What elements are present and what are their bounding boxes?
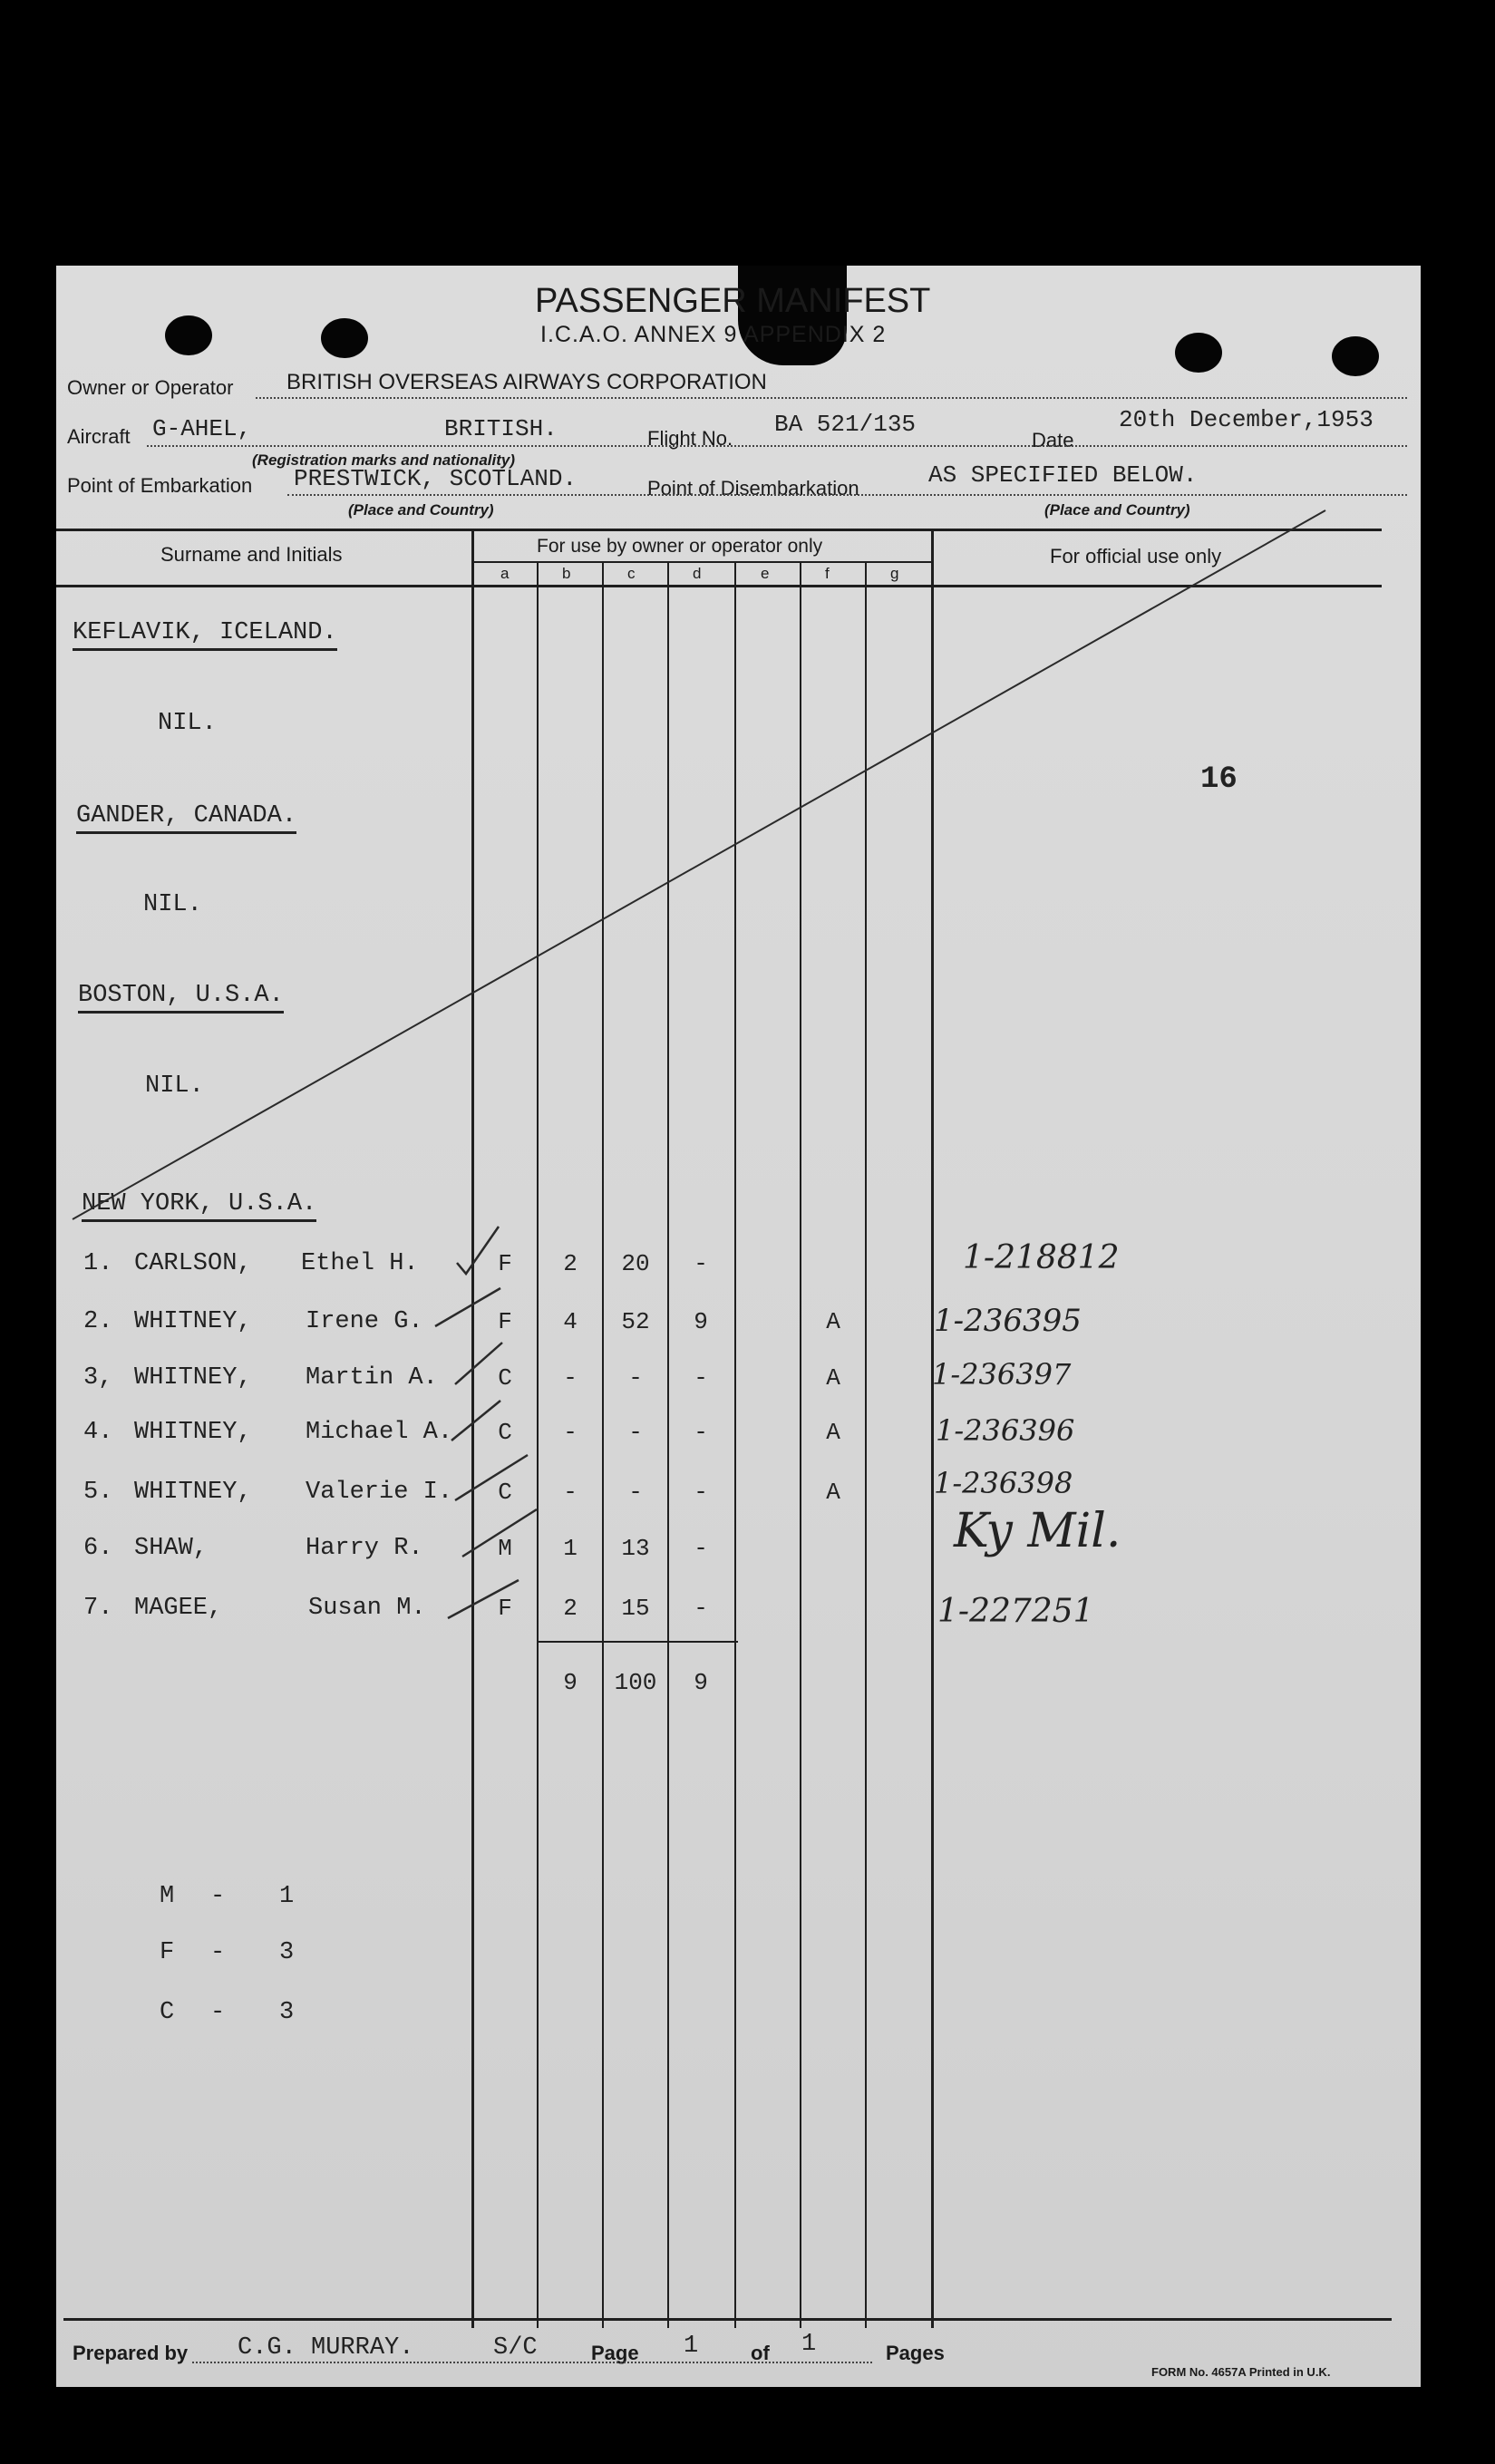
passenger-surname: MAGEE,	[134, 1595, 223, 1622]
cell-d: -	[694, 1535, 708, 1562]
col-f-label: f	[825, 565, 830, 582]
check-mark	[457, 1227, 499, 1274]
disembark-value: AS SPECIFIED BELOW.	[928, 461, 1198, 489]
summary-dash: -	[210, 1939, 226, 1966]
cell-b: -	[563, 1479, 578, 1506]
official-handwritten: 1-218812	[963, 1239, 1120, 1276]
passenger-surname: WHITNEY,	[134, 1364, 252, 1392]
check-mark	[451, 1401, 500, 1441]
registration-note: (Registration marks and nationality)	[252, 451, 515, 469]
operator-use-header: For use by owner or operator only	[537, 536, 823, 557]
summary-count: 1	[279, 1883, 295, 1910]
total-c: 100	[614, 1669, 657, 1696]
prepared-value: C.G. MURRAY.	[238, 2334, 414, 2362]
section-place: KEFLAVIK, ICELAND.	[73, 619, 337, 646]
cell-c: -	[628, 1419, 643, 1446]
cell-d: -	[694, 1250, 708, 1277]
summary-dash: -	[210, 1883, 226, 1910]
col-b-label: b	[562, 565, 571, 582]
passenger-initials: Irene G.	[306, 1308, 423, 1335]
passenger-surname: WHITNEY,	[134, 1419, 252, 1446]
form-number: FORM No. 4657A Printed in U.K.	[1151, 2365, 1331, 2379]
prepared-rank: S/C	[493, 2334, 538, 2362]
of-value: 1	[801, 2331, 817, 2358]
passenger-initials: Ethel H.	[301, 1250, 419, 1277]
embark-label: Point of Embarkation	[67, 474, 253, 497]
section-note: NIL.	[143, 891, 202, 918]
passenger-surname: SHAW,	[134, 1535, 209, 1562]
footer-rule	[63, 2318, 1392, 2321]
section-note: NIL.	[145, 1072, 204, 1100]
cell-b: 4	[563, 1308, 578, 1335]
surname-header: Surname and Initials	[160, 543, 343, 566]
cell-a: F	[498, 1250, 512, 1277]
nationality-value: BRITISH.	[444, 415, 558, 442]
cell-c: 20	[621, 1250, 650, 1277]
cancel-line	[73, 510, 1325, 1219]
cell-b: 2	[563, 1595, 578, 1622]
cell-b: -	[563, 1364, 578, 1392]
summary-code: C	[160, 1999, 175, 2026]
cell-d: -	[694, 1419, 708, 1446]
summary-code: M	[160, 1883, 175, 1910]
passenger-initials: Harry R.	[306, 1535, 423, 1562]
cell-d: -	[694, 1595, 708, 1622]
summary-dash: -	[210, 1999, 226, 2026]
of-label: of	[751, 2342, 770, 2364]
passenger-surname: WHITNEY,	[134, 1308, 252, 1335]
aircraft-label: Aircraft	[67, 425, 131, 448]
cell-f: A	[826, 1308, 840, 1335]
prepared-label: Prepared by	[73, 2342, 189, 2364]
cell-d: -	[694, 1479, 708, 1506]
manifest-sheet	[56, 266, 1421, 2387]
cell-a: F	[498, 1595, 512, 1622]
section-place: BOSTON, U.S.A.	[78, 982, 284, 1009]
check-marks	[56, 266, 1421, 2387]
summary-count: 3	[279, 1999, 295, 2026]
cell-f: A	[826, 1419, 840, 1446]
official-handwritten: 1-236397	[932, 1357, 1072, 1392]
passenger-surname: WHITNEY,	[134, 1479, 252, 1506]
cell-a: C	[498, 1479, 512, 1506]
row-number: 4.	[83, 1419, 113, 1446]
aircraft-value: G-AHEL,	[152, 415, 252, 442]
date-value: 20th December,1953	[1119, 406, 1374, 433]
pages-label: Pages	[886, 2342, 945, 2364]
cell-a: M	[498, 1535, 512, 1562]
disembark-label: Point of Disembarkation	[647, 477, 859, 500]
section-place: NEW YORK, U.S.A.	[82, 1190, 316, 1217]
row-number: 5.	[83, 1479, 113, 1506]
cell-b: 1	[563, 1535, 578, 1562]
official-handwritten: 1-236396	[936, 1413, 1075, 1448]
cell-f: A	[826, 1479, 840, 1506]
cell-c: 13	[621, 1535, 650, 1562]
cell-d: -	[694, 1364, 708, 1392]
col-g-label: g	[890, 565, 899, 582]
row-number: 3,	[83, 1364, 113, 1392]
official-handwritten: 1-236395	[934, 1303, 1082, 1339]
check-mark	[455, 1343, 502, 1384]
owner-value: BRITISH OVERSEAS AIRWAYS CORPORATION	[286, 370, 767, 394]
total-d: 9	[694, 1669, 708, 1696]
passenger-initials: Michael A.	[306, 1419, 453, 1446]
cell-a: C	[498, 1419, 512, 1446]
official-handwritten: 1-236398	[934, 1466, 1073, 1500]
row-number: 6.	[83, 1535, 113, 1562]
official-use-header: For official use only	[1050, 545, 1222, 567]
cell-a: F	[498, 1308, 512, 1335]
official-handwritten: Ky Mil.	[954, 1504, 1121, 1558]
flight-label: Flight No.	[647, 427, 733, 450]
total-b: 9	[563, 1669, 578, 1696]
summary-count: 3	[279, 1939, 295, 1966]
cell-c: 52	[621, 1308, 650, 1335]
passenger-initials: Martin A.	[306, 1364, 438, 1392]
col-d-label: d	[693, 565, 702, 582]
owner-label: Owner or Operator	[67, 376, 234, 399]
date-label: Date	[1032, 429, 1074, 451]
passenger-initials: Valerie I.	[306, 1479, 453, 1506]
check-mark	[448, 1580, 519, 1618]
cell-b: -	[563, 1419, 578, 1446]
passenger-initials: Susan M.	[308, 1595, 426, 1622]
section-note: NIL.	[158, 710, 217, 737]
flight-value: BA 521/135	[774, 411, 917, 438]
passenger-surname: CARLSON,	[134, 1250, 252, 1277]
section-place: GANDER, CANADA.	[76, 802, 296, 829]
row-number: 1.	[83, 1250, 113, 1277]
totals-rule	[537, 1641, 738, 1643]
form-title: PASSENGER MANIFEST	[535, 282, 931, 320]
embark-value: PRESTWICK, SCOTLAND.	[294, 465, 578, 492]
summary-code: F	[160, 1939, 175, 1966]
check-mark	[435, 1288, 500, 1326]
disembark-note: (Place and Country)	[1044, 501, 1190, 519]
check-mark	[462, 1509, 537, 1557]
form-subtitle: I.C.A.O. ANNEX 9 APPENDIX 2	[540, 322, 887, 347]
official-number: 16	[1200, 762, 1238, 797]
cell-a: C	[498, 1364, 512, 1392]
embark-note: (Place and Country)	[348, 501, 494, 519]
col-a-label: a	[500, 565, 510, 582]
col-c-label: c	[627, 565, 636, 582]
cell-b: 2	[563, 1250, 578, 1277]
cell-c: -	[628, 1364, 643, 1392]
cell-c: 15	[621, 1595, 650, 1622]
page-label: Page	[591, 2342, 639, 2364]
row-number: 2.	[83, 1308, 113, 1335]
row-number: 7.	[83, 1595, 113, 1622]
official-handwritten: 1-227251	[937, 1593, 1094, 1630]
page-value: 1	[684, 2333, 699, 2360]
cell-d: 9	[694, 1308, 708, 1335]
check-mark	[455, 1455, 528, 1500]
cell-c: -	[628, 1479, 643, 1506]
col-e-label: e	[761, 565, 770, 582]
cell-f: A	[826, 1364, 840, 1392]
